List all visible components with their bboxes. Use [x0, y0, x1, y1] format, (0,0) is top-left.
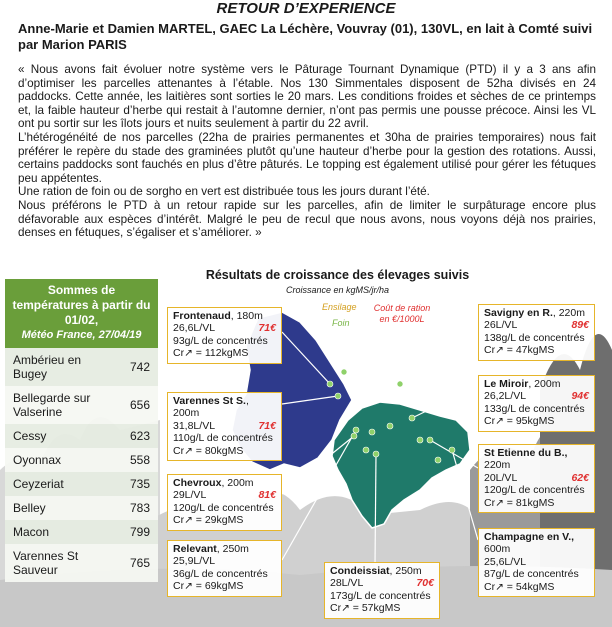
farm-ration-cost: 71€	[258, 419, 276, 432]
farm-growth: Cr↗ = 95kgMS	[484, 415, 555, 428]
farm-milk-yield: 20L/VL	[484, 471, 518, 484]
farm-altitude: , 250m	[389, 565, 422, 577]
paragraph-3: Une ration de foin ou de sorgho en vert est distribuée tous les jours durant l’été.	[18, 185, 430, 199]
farm-card-varennes	[167, 392, 282, 461]
farm-milk-yield: 25,9L/VL	[173, 555, 216, 568]
temperature-value: 765	[106, 544, 158, 582]
station-name: Ambérieu en Bugey	[5, 348, 106, 386]
farm-altitude: 220m	[484, 459, 511, 472]
farm-milk-yield: 31,8L/VL	[173, 419, 216, 432]
farm-concentrates: 110g/L de concentrés	[173, 432, 273, 445]
farm-card-champagne	[478, 528, 595, 597]
farm-concentrates: 133g/L de concentrés	[484, 402, 585, 415]
farm-concentrates: 93g/L de concentrés	[173, 334, 268, 347]
station-name: Varennes St Sauveur	[5, 544, 106, 582]
page-subtitle: Anne-Marie et Damien MARTEL, GAEC La Léchère, Vouvray (01), 130VL, en lait à Comté suivi par Marion PARIS	[18, 21, 593, 52]
farm-concentrates: 120g/L de concentrés	[484, 484, 585, 497]
farm-card-chevroux	[167, 474, 282, 531]
station-name: Bellegarde sur Valserine	[5, 386, 106, 424]
temperature-value: 799	[106, 520, 158, 544]
farm-milk-yield: 28L/VL	[330, 577, 364, 590]
farm-ration-cost: 62€	[571, 471, 589, 484]
farm-card-condeissiat	[324, 562, 440, 619]
farm-name: Chevroux	[173, 477, 222, 489]
temperature-value: 623	[106, 424, 158, 448]
farm-concentrates: 36g/L de concentrés	[173, 567, 268, 580]
legend-ration-cost: Coût de ration en €/1000L	[373, 303, 431, 324]
farm-altitude: , 220m	[552, 307, 585, 319]
station-name: Ceyzeriat	[5, 472, 106, 496]
farm-altitude: , 250m	[216, 543, 249, 555]
farm-milk-yield: 26L/VL	[484, 319, 518, 332]
farm-ration-cost: 81€	[258, 489, 276, 502]
farm-ration-cost: 71€	[258, 322, 276, 335]
paragraph-2: L’hétérogénéité de nos parcelles (22ha de prairies permanentes et 30ha de prairies temporaires) nous fait préférer le repère du stade des graminées plutôt qu’une hauteur d’herbe pour la gestion des rotations. Aussi, certains paddocks sont fauchés en plus d’être pâturés. Le topping est également utilisé pour gérer les fétuques peu appétentes.	[18, 130, 596, 185]
table-row	[5, 472, 158, 496]
temperature-value: 742	[106, 348, 158, 386]
station-name: Oyonnax	[5, 448, 106, 472]
farm-name: Condeissiat	[330, 565, 390, 577]
legend-foin: Foin	[332, 318, 350, 328]
farm-name: Champagne en V.	[484, 531, 572, 543]
farm-name: Relevant	[173, 543, 217, 555]
map-title: Résultats de croissance des élevages suivis	[205, 268, 470, 282]
farm-name: Varennes St S.	[173, 395, 246, 407]
temperature-source: Météo France, 27/04/19	[21, 329, 142, 341]
farm-ration-cost: 70€	[416, 577, 434, 590]
farm-altitude: , 200m	[173, 395, 249, 420]
farm-altitude-sep: ,	[571, 531, 575, 543]
table-row	[5, 348, 158, 386]
station-name: Belley	[5, 496, 106, 520]
paragraph-1: « Nous avons fait évoluer notre système vers le Pâturage Tournant Dynamique (PTD) il y a 3 ans afin d’optimiser les parcelles attenantes à l’étable. Nos 130 Simmentales disposent de 52ha divisés en 24 paddocks. Cette année, les laitières sont sorties le 20 mars. Les conditions froides et sèches de ce printemps et, la faible hauteur d’herbe qui restait à l’automne dernier, n’ont pas permis une pousse précoce. Ainsi les VL ont pu sortir sur les îlots jours et nuits seulement à partir du 22 avril.	[18, 63, 596, 131]
farm-growth: Cr↗ = 29kgMS	[173, 514, 244, 527]
farm-growth: Cr↗ = 80kgMS	[173, 444, 244, 457]
farm-name: St Etienne du B.	[484, 447, 565, 459]
station-name: Cessy	[5, 424, 106, 448]
farm-concentrates: 120g/L de concentrés	[173, 501, 274, 514]
farm-name: Savigny en R.	[484, 307, 553, 319]
temperature-value: 558	[106, 448, 158, 472]
station-name: Macon	[5, 520, 106, 544]
temperature-heading-text: Sommes de températures à partir du 01/02,	[12, 283, 151, 327]
farm-growth: Cr↗ = 69kgMS	[173, 580, 244, 593]
farm-altitude: 600m	[484, 543, 511, 556]
farm-growth: Cr↗ = 54kgMS	[484, 580, 555, 593]
table-row	[5, 386, 158, 424]
map-unit-label: Croissance en kgMS/jr/ha	[285, 285, 390, 295]
temperature-sums-panel	[5, 279, 158, 582]
farm-altitude: , 200m	[528, 378, 561, 390]
temperature-value: 783	[106, 496, 158, 520]
farm-milk-yield: 25,6L/VL	[484, 555, 527, 568]
legend-ensilage: Ensilage	[322, 302, 357, 312]
farm-growth: Cr↗ = 57kgMS	[330, 602, 401, 615]
farm-ration-cost: 89€	[571, 319, 589, 332]
farm-card-st-etienne	[478, 444, 595, 513]
temperature-value: 735	[106, 472, 158, 496]
farm-name: Frontenaud	[173, 310, 231, 322]
farm-growth: Cr↗ = 81kgMS	[484, 496, 555, 509]
farm-card-relevant	[167, 540, 282, 597]
farm-name: Le Miroir	[484, 378, 529, 390]
farm-card-frontenaud	[167, 307, 282, 364]
farm-ration-cost: 94€	[571, 390, 589, 403]
farm-milk-yield: 26,6L/VL	[173, 322, 216, 335]
farm-growth: Cr↗ = 47kgMS	[484, 344, 555, 357]
east-region-shape	[332, 402, 470, 528]
table-row	[5, 496, 158, 520]
paragraph-4: Nous préférons le PTD à un retour rapide sur les parcelles, afin de limiter le surpâturage encore plus défavorable aux espèces d’intérêt. Malgré le peu de recul que nous avons, nous voyons déjà nos prairies, denses en fétuques, s’égaliser et s’améliorer. »	[18, 198, 596, 240]
farm-card-savigny	[478, 304, 595, 361]
page-title: RETOUR D’EXPERIENCE	[216, 0, 396, 17]
temperature-table	[5, 348, 158, 582]
farm-concentrates: 138g/L de concentrés	[484, 331, 585, 344]
farm-milk-yield: 26,2L/VL	[484, 390, 527, 403]
farm-milk-yield: 29L/VL	[173, 489, 207, 502]
table-row	[5, 424, 158, 448]
farm-altitude-sep: ,	[564, 447, 568, 459]
farm-card-le-miroir	[478, 375, 595, 432]
farm-growth: Cr↗ = 112kgMS	[173, 347, 249, 360]
farm-altitude: , 200m	[221, 477, 254, 489]
farm-concentrates: 173g/L de concentrés	[330, 589, 431, 602]
table-row	[5, 544, 158, 582]
temperature-value: 656	[106, 386, 158, 424]
farm-altitude: , 180m	[230, 310, 263, 322]
table-row	[5, 520, 158, 544]
table-row	[5, 448, 158, 472]
temperature-panel-heading	[5, 279, 158, 348]
farm-concentrates: 87g/L de concentrés	[484, 568, 579, 581]
